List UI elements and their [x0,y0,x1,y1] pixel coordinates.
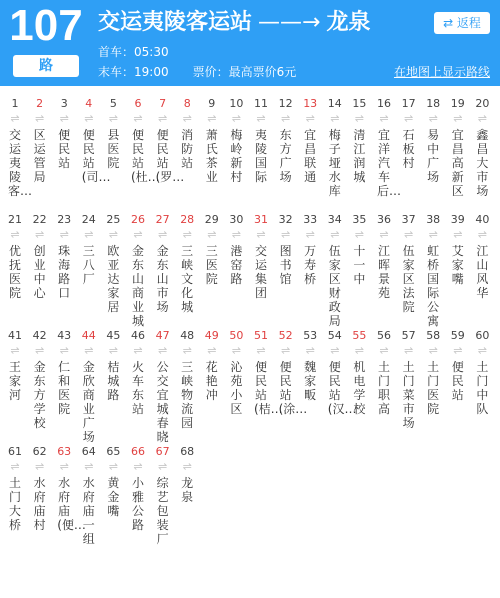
stop-name: 东方广场 [279,128,292,184]
stop-name: 十一中 [353,244,366,286]
show-route-on-map-link[interactable]: 在地图上显示路线 [393,65,490,79]
bus-stop[interactable] [175,328,199,430]
stop-number: 39 [450,213,465,226]
stop-number: 37 [401,213,416,226]
bidirectional-arrow-icon: ⇌ [10,344,20,357]
stop-name: 金东方学校 [33,360,46,430]
stop-number: 46 [131,329,145,342]
bus-stop[interactable] [52,328,76,416]
bus-stop[interactable] [274,328,308,416]
stop-name: 县医院 [107,128,120,170]
stop-name: 龙泉 [181,476,194,504]
bus-stop[interactable] [151,96,185,184]
bus-stop[interactable] [126,96,160,184]
bus-stop[interactable] [151,212,175,314]
stop-number: 44 [81,329,96,342]
stop-name: 综艺包装厂 [156,476,169,546]
stop-name: 宜昌高新区 [451,128,464,198]
route-header [0,0,500,86]
bidirectional-arrow-icon: ⇌ [280,228,291,241]
bidirectional-arrow-icon: ⇌ [207,228,217,241]
bidirectional-arrow-icon: ⇌ [231,228,241,241]
stop-number: 14 [327,97,342,110]
stop-name: 优抚医院 [8,244,21,300]
bus-stop[interactable] [77,444,101,546]
stop-number: 23 [57,213,72,226]
stop-name: 便民站 [451,360,464,402]
bidirectional-arrow-icon: ⇌ [354,112,364,125]
stop-number: 35 [352,213,367,226]
bus-stop[interactable] [28,444,52,532]
bidirectional-arrow-icon: ⇌ [84,460,94,473]
stop-number: 15 [352,97,367,110]
bidirectional-arrow-icon: ⇌ [34,344,45,357]
stop-name: 江晖景苑 [377,244,390,300]
bus-stop[interactable] [224,328,248,416]
stop-number: 63 [57,445,72,458]
stop-name: 珠海路口 [58,244,71,300]
stop-number: 34 [327,213,342,226]
stop-name: 区运管局 [33,128,46,184]
fare-info: 票价：最高票价6元 [192,65,297,79]
stop-name: 消防站 [181,128,194,170]
stop-number: 53 [303,329,318,342]
stop-number: 33 [303,213,318,226]
stop-name: 夷陵国际 [254,128,267,184]
bidirectional-arrow-icon: ⇌ [403,112,414,125]
bidirectional-arrow-icon: ⇌ [59,460,69,473]
stop-name: 伍家区法院 [402,244,415,314]
return-trip-button[interactable]: ⇄ 返程 [434,12,490,34]
stop-number: 30 [229,213,244,226]
stop-number: 11 [254,97,268,110]
stop-number: 58 [426,329,441,342]
bus-stop[interactable] [397,328,421,430]
bidirectional-arrow-icon: ⇌ [428,228,438,241]
bidirectional-arrow-icon: ⇌ [256,228,266,241]
bidirectional-arrow-icon: ⇌ [133,344,143,357]
bus-stop[interactable] [52,444,86,532]
bus-stop[interactable] [298,212,322,286]
bidirectional-arrow-icon: ⇌ [428,344,438,357]
bidirectional-arrow-icon: ⇌ [428,112,438,125]
stop-number: 66 [131,445,145,458]
stop-name: 宜洋汽车后… [377,128,402,198]
route-title [98,6,370,40]
stop-number: 47 [155,329,170,342]
bus-stop[interactable] [372,96,402,198]
bidirectional-arrow-icon: ⇌ [305,228,315,241]
stop-number: 26 [131,213,145,226]
bus-stop[interactable] [274,212,298,286]
stop-name: 黄金嘴 [107,476,120,518]
bus-stop[interactable] [446,328,470,402]
stop-name: 交运夷陵客… [8,128,33,198]
bidirectional-arrow-icon: ⇌ [84,228,94,241]
stop-number: 68 [180,445,195,458]
stop-number: 50 [229,329,244,342]
bus-stop[interactable] [151,328,175,444]
bus-stop[interactable] [249,96,273,184]
stop-number: 4 [85,97,93,110]
stop-number: 7 [159,97,167,110]
stop-number: 12 [278,97,293,110]
right-arrow-icon: ——→ [258,10,321,35]
stop-number: 6 [134,97,142,110]
bidirectional-arrow-icon: ⇌ [305,112,315,125]
stop-number: 65 [106,445,121,458]
bidirectional-arrow-icon: ⇌ [477,344,487,357]
bidirectional-arrow-icon: ⇌ [354,344,364,357]
bus-stop[interactable] [126,328,150,416]
stop-name: 伍家区财政局 [328,244,341,328]
stop-number: 59 [450,329,465,342]
bus-stop[interactable] [347,96,371,184]
stop-number: 5 [109,97,117,110]
bus-stop[interactable] [298,96,322,184]
bus-stop[interactable] [77,328,101,444]
bus-stop[interactable] [175,212,199,314]
stop-name: 创业中心 [33,244,46,300]
stop-number: 20 [475,97,490,110]
stop-number: 60 [475,329,490,342]
stop-name: 土门大桥 [8,476,21,532]
bidirectional-arrow-icon: ⇌ [157,344,168,357]
stop-name: 梅子垭水库 [328,128,341,198]
stop-number: 32 [278,213,293,226]
stop-name: 土门职高 [377,360,390,416]
bus-stop[interactable] [52,212,76,300]
stop-name: 便民站(桔… [254,360,283,416]
bidirectional-arrow-icon: ⇌ [157,460,168,473]
bidirectional-arrow-icon: ⇌ [280,112,291,125]
bus-stop[interactable] [274,96,298,184]
bus-stop[interactable] [470,328,494,416]
stop-name: 交运集团 [254,244,267,300]
stop-name: 便民站(汉… [327,360,357,416]
bidirectional-arrow-icon: ⇌ [477,228,487,241]
bus-stop[interactable] [397,212,421,314]
stop-name: 水府庙村 [33,476,46,532]
stop-number: 13 [303,97,318,110]
stop-name: 机电学校 [353,360,366,416]
bidirectional-arrow-icon: ⇌ [108,228,118,241]
stop-number: 62 [32,445,47,458]
bidirectional-arrow-icon: ⇌ [231,344,241,357]
bidirectional-arrow-icon: ⇌ [10,460,20,473]
stop-name: 鑫昌大市场 [476,128,489,198]
bidirectional-arrow-icon: ⇌ [453,344,463,357]
stop-number: 52 [278,329,293,342]
bus-stop[interactable] [101,328,125,402]
stop-number: 67 [155,445,170,458]
stop-name: 石板村 [402,128,415,170]
stop-name: 三峡文化城 [181,244,194,314]
bidirectional-arrow-icon: ⇌ [477,112,487,125]
stop-name: 港窑路 [230,244,243,286]
stop-number: 9 [208,97,216,110]
stop-number: 56 [377,329,391,342]
bus-stop[interactable] [470,96,494,198]
bus-stop[interactable] [3,444,27,532]
bus-stop[interactable] [323,96,347,198]
bus-stop[interactable] [77,212,101,286]
stop-name: 水府庙一组 [82,476,95,546]
bidirectional-arrow-icon: ⇌ [256,112,266,125]
bidirectional-arrow-icon: ⇌ [207,344,217,357]
stop-number: 43 [57,329,72,342]
stop-number: 41 [8,329,22,342]
bus-stop[interactable] [446,96,470,198]
stop-name: 王家河 [8,360,21,402]
bidirectional-arrow-icon: ⇌ [133,460,143,473]
bus-stop[interactable] [126,212,150,328]
stop-name: 水府庙(便… [57,476,86,532]
stop-number: 1 [11,97,19,110]
stop-number: 10 [229,97,244,110]
bidirectional-arrow-icon: ⇌ [133,228,143,241]
bus-stop[interactable] [28,328,52,430]
bus-stop[interactable] [28,96,52,184]
bus-stop[interactable] [224,212,248,286]
stop-name: 公交宜城春晓 [156,360,169,444]
bidirectional-arrow-icon: ⇌ [182,112,192,125]
bus-stop[interactable] [249,212,273,300]
stop-number: 21 [8,213,22,226]
bus-stop[interactable] [200,212,224,286]
stop-number: 42 [32,329,47,342]
stop-name: 图书馆 [279,244,292,286]
stop-number: 61 [8,445,22,458]
stop-name: 便民站 [58,128,71,170]
stop-number: 31 [254,213,268,226]
bidirectional-arrow-icon: ⇌ [403,228,414,241]
bidirectional-arrow-icon: ⇌ [453,112,463,125]
bus-stop[interactable] [101,444,125,518]
bidirectional-arrow-icon: ⇌ [403,344,414,357]
bidirectional-arrow-icon: ⇌ [330,228,340,241]
stop-name: 虹桥国际公寓 [427,244,440,328]
stop-number: 27 [155,213,170,226]
stop-number: 16 [377,97,391,110]
stop-number: 28 [180,213,195,226]
bidirectional-arrow-icon: ⇌ [256,344,266,357]
bidirectional-arrow-icon: ⇌ [108,460,118,473]
bidirectional-arrow-icon: ⇌ [34,228,45,241]
bus-stop[interactable] [3,328,27,402]
bus-stop[interactable] [3,212,27,300]
route-number: 107 [9,1,83,50]
stop-number: 2 [36,97,44,110]
stop-name: 桔城路 [107,360,120,402]
bidirectional-arrow-icon: ⇌ [10,112,20,125]
bidirectional-arrow-icon: ⇌ [453,228,463,241]
bus-stop[interactable] [77,96,111,184]
stop-name: 万寿桥 [304,244,317,286]
stop-name: 便民站(罗… [155,128,185,184]
bus-stop[interactable] [3,96,33,198]
stop-number: 38 [426,213,441,226]
bidirectional-arrow-icon: ⇌ [108,344,118,357]
bidirectional-arrow-icon: ⇌ [59,344,69,357]
stop-number: 55 [352,329,367,342]
stop-number: 24 [81,213,96,226]
bidirectional-arrow-icon: ⇌ [133,112,143,125]
bus-stop[interactable] [175,96,199,170]
bus-stop[interactable] [323,212,347,328]
stop-name: 魏家畈 [304,360,317,402]
bidirectional-arrow-icon: ⇌ [34,112,45,125]
stop-number: 17 [401,97,416,110]
stop-number: 54 [327,329,342,342]
stop-name: 仁和医院 [58,360,71,416]
stop-name: 三峡物流园 [181,360,194,430]
bus-stop[interactable] [323,328,357,416]
first-bus-time: 首车：05:30 [98,45,169,59]
stop-name: 土门中队 [476,360,489,416]
stop-name: 萧氏茶业 [205,128,218,184]
stop-name: 金东山市场 [156,244,169,314]
bus-stop[interactable] [372,212,396,300]
bidirectional-arrow-icon: ⇌ [84,112,94,125]
bidirectional-arrow-icon: ⇌ [10,228,20,241]
bus-stop[interactable] [347,212,371,286]
stop-name: 三医院 [205,244,218,286]
bus-stop[interactable] [421,96,445,184]
bidirectional-arrow-icon: ⇌ [330,112,340,125]
bus-stop[interactable] [421,212,445,328]
bidirectional-arrow-icon: ⇌ [182,228,192,241]
stop-name: 梅岭新村 [230,128,243,184]
bidirectional-arrow-icon: ⇌ [59,228,69,241]
stop-number: 8 [183,97,191,110]
stop-name: 清江润城 [353,128,366,184]
stop-number: 25 [106,213,121,226]
bidirectional-arrow-icon: ⇌ [330,344,340,357]
stop-number: 22 [32,213,47,226]
bidirectional-arrow-icon: ⇌ [59,112,69,125]
bidirectional-arrow-icon: ⇌ [280,344,291,357]
bus-stop[interactable] [372,328,396,416]
bidirectional-arrow-icon: ⇌ [157,228,168,241]
bus-stop[interactable] [101,212,125,314]
bidirectional-arrow-icon: ⇌ [231,112,241,125]
stop-name: 金欣商业广场 [82,360,95,444]
stop-number: 18 [426,97,441,110]
stop-name: 便民站(涂… [278,360,308,416]
bidirectional-arrow-icon: ⇌ [84,344,94,357]
bus-stop[interactable] [224,96,248,184]
stop-number: 64 [81,445,96,458]
bidirectional-arrow-icon: ⇌ [182,460,192,473]
stop-name: 土门菜市场 [402,360,415,430]
bus-stop[interactable] [446,212,470,286]
bidirectional-arrow-icon: ⇌ [379,228,389,241]
route-destination: 龙泉 [326,10,371,35]
bus-stop[interactable] [470,212,494,300]
stop-number: 3 [60,97,68,110]
bidirectional-arrow-icon: ⇌ [108,112,118,125]
schedule-fare-row [98,64,296,80]
stop-name: 花艳冲 [205,360,218,402]
bus-stop[interactable] [397,96,421,170]
bus-stop[interactable] [249,328,283,416]
stop-name: 土门医院 [427,360,440,416]
bus-stop[interactable] [52,96,76,170]
bus-stop[interactable] [151,444,175,546]
stop-name: 沁苑小区 [230,360,243,416]
bus-stop[interactable] [347,328,371,416]
stop-name: 便民站(司… [81,128,111,184]
stop-number: 57 [401,329,416,342]
stop-name: 便民站(杜… [131,128,160,184]
stop-name: 江山风华 [476,244,489,300]
bidirectional-arrow-icon: ⇌ [379,112,389,125]
stop-number: 36 [377,213,391,226]
stop-name: 艾家嘴 [451,244,464,286]
stop-name: 易中广场 [427,128,440,184]
bus-stop[interactable] [200,328,224,402]
stop-number: 49 [204,329,219,342]
bidirectional-arrow-icon: ⇌ [157,112,168,125]
last-bus-time: 末车：19:00 [98,65,169,79]
bus-stop[interactable] [28,212,52,300]
bus-stop[interactable] [298,328,322,402]
stop-name: 金东山商业城 [131,244,144,328]
bidirectional-arrow-icon: ⇌ [182,344,192,357]
stop-number: 40 [475,213,490,226]
bidirectional-arrow-icon: ⇌ [354,228,364,241]
route-origin: 交运夷陵客运站 [98,10,253,35]
bus-stop[interactable] [126,444,150,532]
stop-name: 三八厂 [82,244,95,286]
stop-name: 欧亚达家居 [107,244,120,314]
stop-number: 45 [106,329,121,342]
stop-number: 51 [254,329,268,342]
stop-number: 48 [180,329,195,342]
stop-name: 小雅公路 [131,476,144,532]
bus-stop[interactable] [200,96,224,184]
bus-stop[interactable] [421,328,445,416]
bidirectional-arrow-icon: ⇌ [207,112,217,125]
bidirectional-arrow-icon: ⇌ [34,460,45,473]
bus-stop[interactable] [101,96,125,170]
stop-name: 宜昌联通 [304,128,317,184]
stop-number: 19 [450,97,465,110]
bidirectional-arrow-icon: ⇌ [379,344,389,357]
stop-name: 火车东站 [131,360,144,416]
stop-number: 29 [204,213,219,226]
bidirectional-arrow-icon: ⇌ [305,344,315,357]
bus-stop[interactable] [175,444,199,504]
route-unit-badge: 路 [13,55,79,77]
